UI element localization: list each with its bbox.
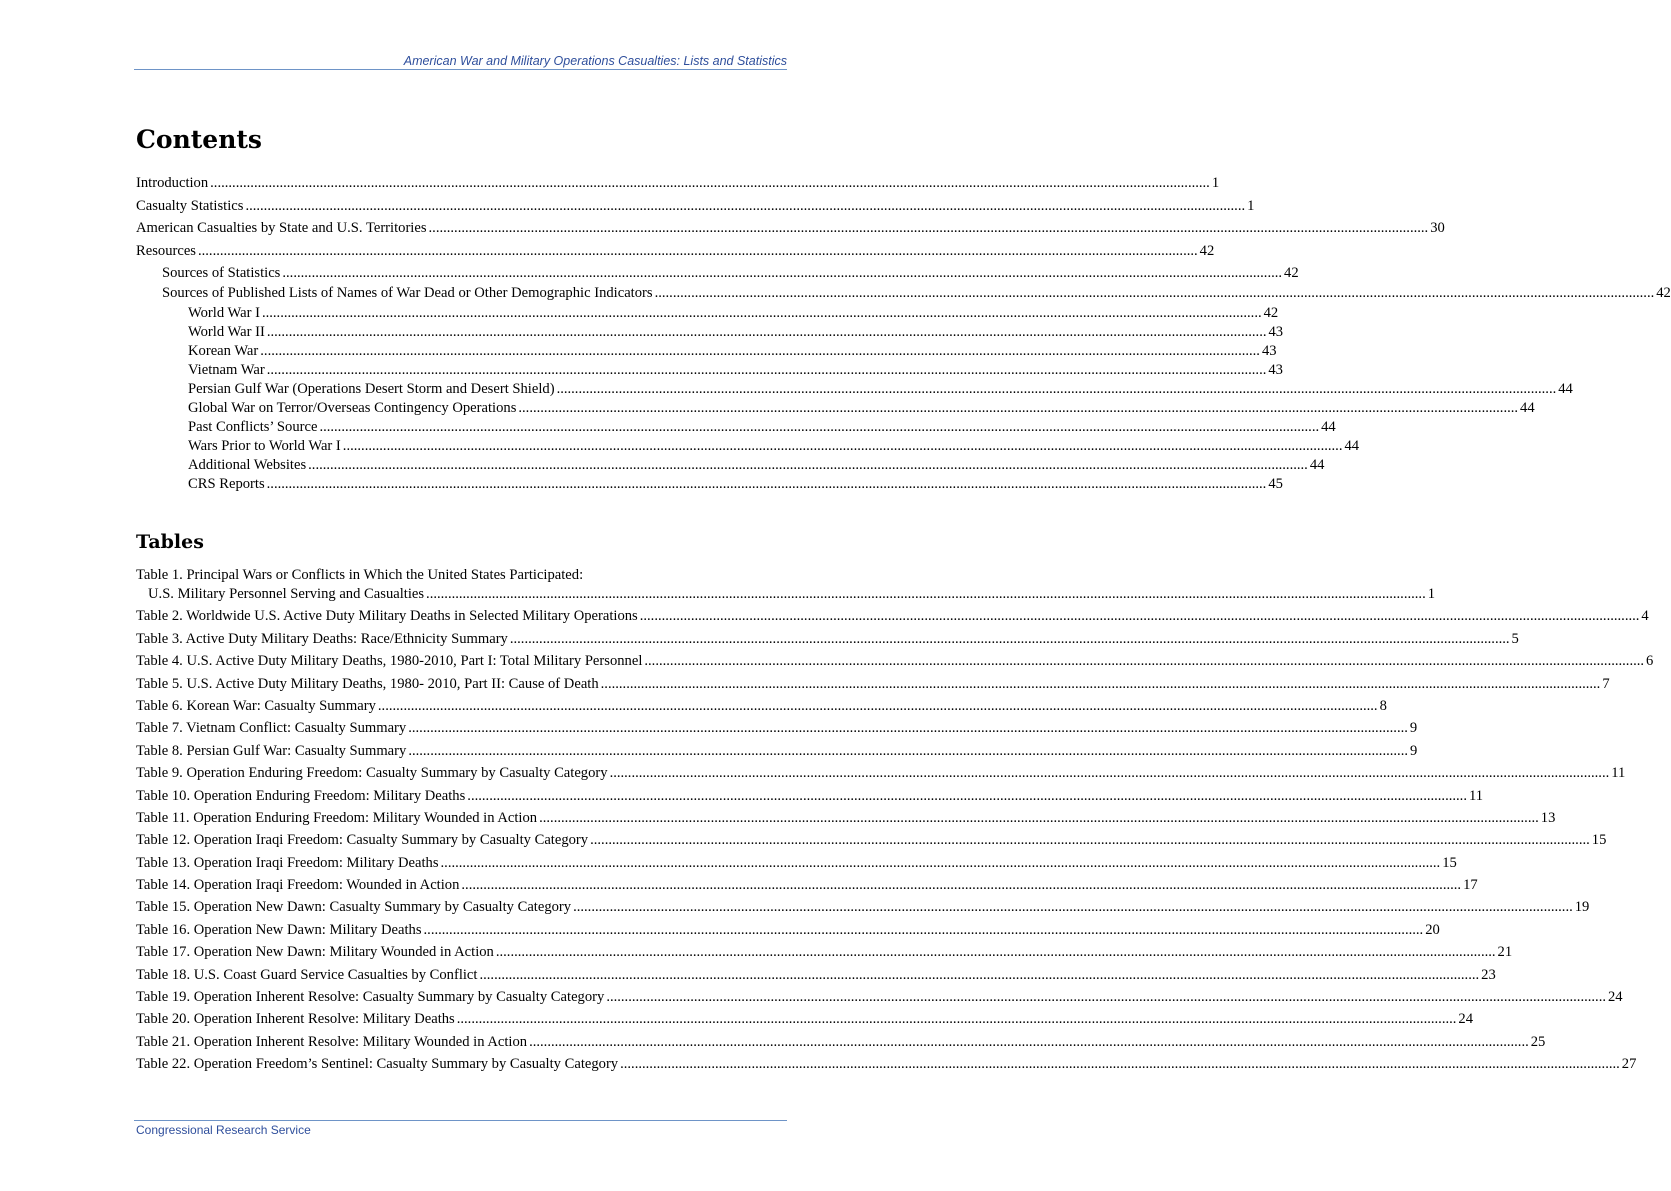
toc-entry-title: Sources of Statistics <box>162 265 281 281</box>
table-entry[interactable] <box>136 630 1519 652</box>
toc-entry-page: 42 <box>1656 285 1671 302</box>
table-entry-page: 9 <box>1409 720 1418 737</box>
toc-entry-page: 42 <box>1199 242 1215 259</box>
table-entry-title: Table 3. Active Duty Military Deaths: Race/Ethnicity Summary <box>136 630 508 647</box>
toc-entry-title: Vietnam War <box>188 362 265 379</box>
dot-leader <box>461 876 1461 895</box>
toc-entry[interactable] <box>136 304 1279 323</box>
table-entry-title: Table 20. Operation Inherent Resolve: Military Deaths <box>136 1011 455 1028</box>
toc-entry[interactable] <box>136 264 1299 284</box>
table-entry[interactable] <box>136 809 1556 831</box>
toc-entry-page: 44 <box>1344 438 1360 455</box>
table-entry-page: 24 <box>1458 1011 1473 1028</box>
toc-entry[interactable] <box>136 284 1671 304</box>
table-entry-page: 9 <box>1409 742 1418 759</box>
table-entry-title: Table 4. U.S. Active Duty Military Deaths, 1980-2010, Part I: Total Military Personnel <box>136 653 643 670</box>
toc-entry-title: Global War on Terror/Overseas Contingency Operations <box>188 400 517 417</box>
toc-entry-page: 43 <box>1268 362 1283 379</box>
table-entry-page: 11 <box>1468 787 1484 804</box>
table-entry[interactable] <box>136 898 1590 920</box>
table-entry-page: 19 <box>1574 899 1590 916</box>
toc-entry-page: 1 <box>1247 197 1255 214</box>
dot-leader <box>308 456 1308 475</box>
table-entry[interactable] <box>136 697 1387 719</box>
table-entry-title: Table 10. Operation Enduring Freedom: Military Deaths <box>136 787 466 804</box>
table-entry-page: 1 <box>1427 586 1436 602</box>
running-header: American War and Military Operations Casualties: Lists and Statistics <box>403 54 787 68</box>
toc-entry-title: Persian Gulf War (Operations Desert Storm and Desert Shield) <box>188 381 555 398</box>
table-entry-title: Table 17. Operation New Dawn: Military Wounded in Action <box>136 944 494 961</box>
dot-leader <box>590 831 1590 850</box>
table-entry[interactable] <box>136 831 1607 853</box>
dot-leader <box>539 809 1539 828</box>
table-entry-page: 15 <box>1442 854 1457 871</box>
table-entry-title: Table 6. Korean War: Casualty Summary <box>136 697 376 714</box>
toc-entry[interactable] <box>136 219 1445 242</box>
toc-entry-page: 44 <box>1321 419 1336 436</box>
dot-leader <box>510 630 1510 649</box>
toc-entry-page: 45 <box>1268 476 1283 493</box>
table-entry-title: Table 1. Principal Wars or Conflicts in Which the United States Participated: <box>136 567 584 583</box>
table-entry-page: 5 <box>1511 630 1519 647</box>
dot-leader <box>343 437 1343 456</box>
dot-leader <box>267 475 1267 494</box>
table-entry-title: Table 19. Operation Inherent Resolve: Casualty Summary by Casualty Category <box>136 989 605 1006</box>
dot-leader <box>267 361 1267 380</box>
dot-leader <box>496 943 1496 962</box>
toc-entry[interactable] <box>136 399 1535 418</box>
toc-entry-page: 42 <box>1284 265 1299 281</box>
toc-entry-title: Korean War <box>188 343 259 360</box>
toc-entry-page: 43 <box>1261 343 1277 360</box>
toc-entry[interactable] <box>136 242 1215 265</box>
toc-entry-page: 42 <box>1263 305 1279 322</box>
table-entry[interactable] <box>136 921 1440 943</box>
table-entry-page: 11 <box>1611 765 1626 782</box>
toc-entry-page: 44 <box>1309 457 1325 474</box>
toc-entry[interactable] <box>136 475 1283 494</box>
running-footer: Congressional Research Service <box>136 1123 311 1137</box>
dot-leader <box>457 1010 1457 1029</box>
dot-leader <box>408 719 1408 738</box>
table-entry[interactable] <box>136 607 1649 629</box>
toc-entry-title: World War II <box>188 324 265 341</box>
table-entry-page: 23 <box>1481 966 1496 983</box>
table-entry[interactable] <box>136 988 1623 1010</box>
toc-entry[interactable] <box>136 418 1336 437</box>
table-entry[interactable] <box>136 966 1496 988</box>
toc-entry-title: Past Conflicts’ Source <box>188 419 318 436</box>
table-entry-title: Table 16. Operation New Dawn: Military Deaths <box>136 921 422 938</box>
toc-entry-title: Introduction <box>136 175 209 191</box>
dot-leader <box>260 342 1260 361</box>
table-entry[interactable] <box>136 1033 1546 1055</box>
table-entry[interactable] <box>136 1055 1637 1077</box>
table-entry-page: 25 <box>1530 1033 1546 1050</box>
table-entry[interactable] <box>136 876 1478 898</box>
table-entry-page: 21 <box>1497 944 1513 961</box>
dot-leader <box>620 1055 1620 1074</box>
footer-rule <box>134 1120 787 1121</box>
table-entry[interactable] <box>136 854 1457 876</box>
table-entry-page: 4 <box>1641 608 1649 625</box>
dot-leader <box>644 652 1644 671</box>
table-entry-title: Table 18. U.S. Coast Guard Service Casualties by Conflict <box>136 966 478 983</box>
dot-leader <box>557 380 1557 399</box>
toc-entry[interactable] <box>136 197 1255 220</box>
table-entry-title: Table 9. Operation Enduring Freedom: Casualty Summary by Casualty Category <box>136 765 608 782</box>
table-entry-wrapped <box>136 566 1435 607</box>
toc-entry-title: American Casualties by State and U.S. Territories <box>136 220 427 236</box>
table-entry-title: Table 11. Operation Enduring Freedom: Military Wounded in Action <box>136 809 538 826</box>
dot-leader <box>467 787 1467 806</box>
dot-leader <box>262 304 1262 323</box>
dot-leader <box>429 219 1429 238</box>
toc-entry-title: Sources of Published Lists of Names of War Dead or Other Demographic Indicators <box>162 285 653 302</box>
table-entry-page: 24 <box>1607 989 1623 1006</box>
table-entry-title: Table 5. U.S. Active Duty Military Deaths, 1980- 2010, Part II: Cause of Death <box>136 675 599 692</box>
table-entry[interactable] <box>136 742 1418 764</box>
table-entry[interactable] <box>136 675 1610 697</box>
toc-entry-page: 43 <box>1268 324 1284 341</box>
table-entry-page: 7 <box>1602 675 1610 692</box>
table-entry[interactable] <box>136 566 1436 607</box>
table-entry-title: Table 7. Vietnam Conflict: Casualty Summary <box>136 720 407 737</box>
toc-entry-title: Additional Websites <box>188 457 307 474</box>
dot-leader <box>198 242 1198 261</box>
toc-entry-title: Casualty Statistics <box>136 197 244 214</box>
table-entry-page: 15 <box>1591 832 1607 849</box>
toc-entry-title: World War I <box>188 305 260 322</box>
tables-heading: Tables <box>136 531 204 553</box>
dot-leader <box>319 418 1319 437</box>
table-entry-title: Table 15. Operation New Dawn: Casualty Summary by Casualty Category <box>136 899 572 916</box>
table-entry-continuation <box>136 585 1435 607</box>
dot-leader <box>518 399 1518 418</box>
table-entry-title: Table 12. Operation Iraqi Freedom: Casualty Summary by Casualty Category <box>136 832 589 849</box>
toc-entry-page: 1 <box>1211 175 1220 191</box>
table-entry-page: 27 <box>1621 1056 1637 1073</box>
dot-leader <box>378 697 1378 716</box>
table-entry-title: Table 8. Persian Gulf War: Casualty Summary <box>136 742 407 759</box>
toc-entry-page: 44 <box>1520 400 1535 417</box>
dot-leader <box>640 607 1640 626</box>
dot-leader <box>426 585 1426 604</box>
dot-leader <box>267 323 1267 342</box>
table-entry-page: 8 <box>1379 697 1387 714</box>
dot-leader <box>408 742 1408 761</box>
dot-leader <box>282 264 1282 283</box>
toc-entry-title: CRS Reports <box>188 476 265 493</box>
table-entry[interactable] <box>136 719 1418 741</box>
toc-entry[interactable] <box>136 174 1220 197</box>
table-entry-title: Table 21. Operation Inherent Resolve: Military Wounded in Action <box>136 1033 528 1050</box>
table-entry-page: 20 <box>1425 921 1440 938</box>
tables-list <box>136 566 1654 1078</box>
table-entry-title-cont: U.S. Military Personnel Serving and Casualties <box>148 586 425 602</box>
toc-entry-page: 30 <box>1430 220 1445 236</box>
header-rule <box>134 69 787 70</box>
table-entry-page: 13 <box>1540 809 1556 826</box>
toc-entry[interactable] <box>136 323 1284 342</box>
table-entry[interactable] <box>136 764 1626 786</box>
toc-entry[interactable] <box>136 437 1360 456</box>
table-entry[interactable] <box>136 787 1484 809</box>
dot-leader <box>610 764 1610 783</box>
toc-entry[interactable] <box>136 361 1283 380</box>
dot-leader <box>655 284 1655 303</box>
toc-entry[interactable] <box>136 456 1325 475</box>
contents-heading: Contents <box>136 125 263 154</box>
table-entry-page: 6 <box>1646 653 1654 670</box>
table-entry-page: 17 <box>1463 877 1478 894</box>
toc-entry[interactable] <box>136 342 1277 361</box>
dot-leader <box>210 174 1210 193</box>
dot-leader <box>529 1033 1529 1052</box>
toc-entry[interactable] <box>136 380 1573 399</box>
dot-leader <box>573 898 1573 917</box>
dot-leader <box>245 197 1245 216</box>
dot-leader <box>601 675 1601 694</box>
toc-entry-page: 44 <box>1558 381 1573 398</box>
toc-entry-title: Resources <box>136 242 196 259</box>
table-entry[interactable] <box>136 1010 1473 1032</box>
table-entry-title: Table 13. Operation Iraqi Freedom: Military Deaths <box>136 854 439 871</box>
contents-list <box>136 174 1671 494</box>
dot-leader <box>606 988 1606 1007</box>
toc-entry-title: Wars Prior to World War I <box>188 438 341 455</box>
dot-leader <box>479 966 1479 985</box>
table-entry-title: Table 22. Operation Freedom’s Sentinel: Casualty Summary by Casualty Category <box>136 1056 619 1073</box>
dot-leader <box>424 921 1424 940</box>
table-entry-title: Table 2. Worldwide U.S. Active Duty Military Deaths in Selected Military Operations <box>136 608 638 625</box>
table-entry[interactable] <box>136 652 1654 674</box>
table-entry[interactable] <box>136 943 1513 965</box>
dot-leader <box>441 854 1441 873</box>
table-entry-title: Table 14. Operation Iraqi Freedom: Wounded in Action <box>136 877 460 894</box>
